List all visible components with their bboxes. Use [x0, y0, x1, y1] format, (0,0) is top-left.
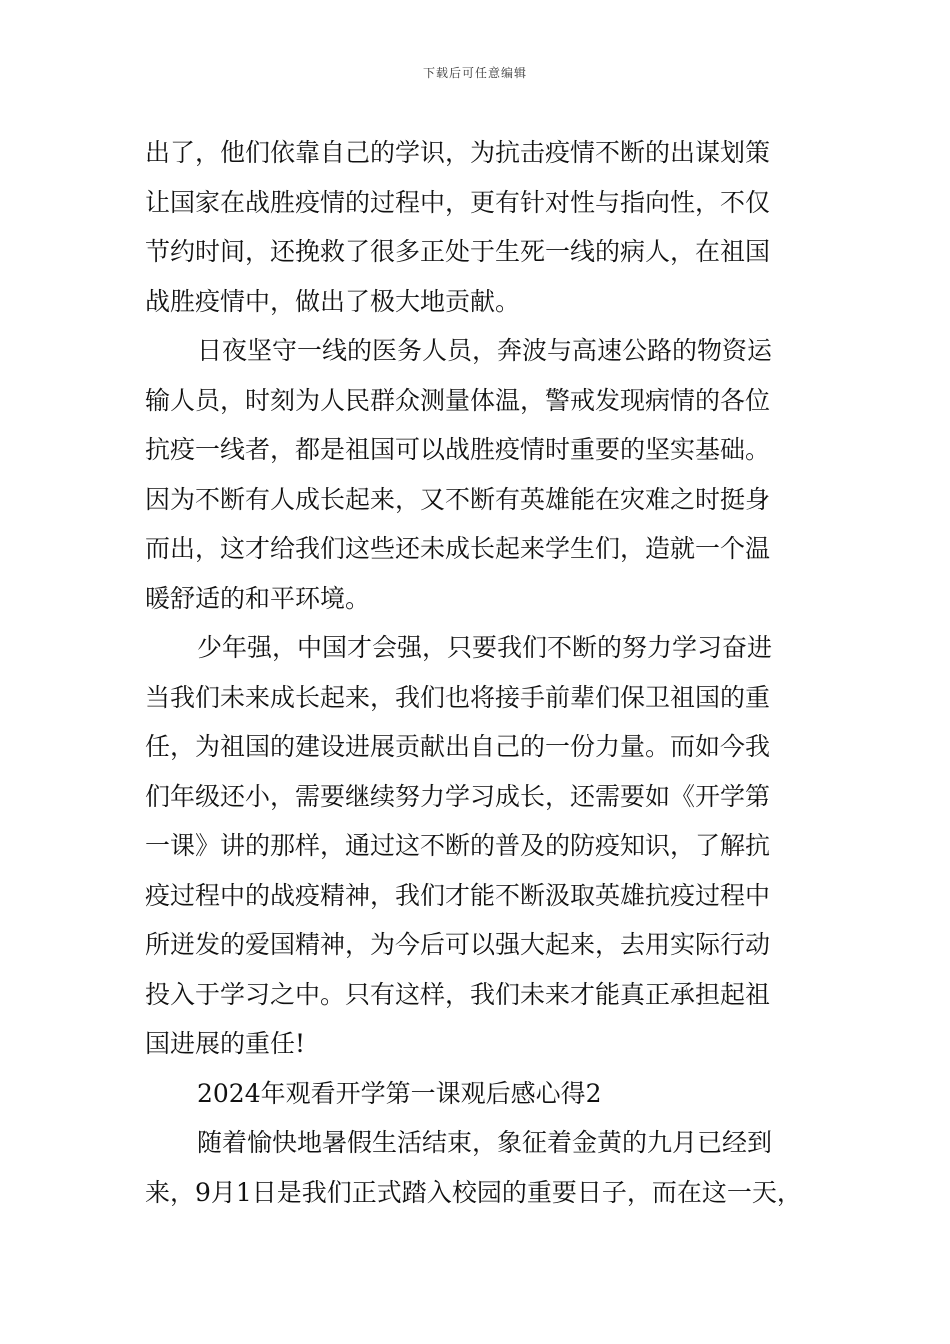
text-line: 输人员，时刻为人民群众测量体温，警戒发现病情的各位	[145, 385, 771, 415]
text-line: 出了，他们依靠自己的学识，为抗击疫情不断的出谋划策	[145, 138, 771, 167]
text-line: 战胜疫情中，做出了极大地贡献。	[145, 286, 521, 316]
page-header: 下载后可任意编辑	[422, 66, 527, 80]
section-title-line: 2024年观看开学第一课观后感心得2	[197, 1078, 602, 1108]
document-body	[145, 128, 805, 1217]
text-line: 任，为祖国的建设进展贡献出自己的一份力量。而如今我	[145, 732, 771, 761]
text-line: 一课》讲的那样，通过这不断的普及的防疫知识，了解抗	[145, 831, 771, 860]
text-line: 来，9月1日是我们正式踏入校园的重要日子，而在这一天，	[145, 1177, 802, 1207]
text-line: 让国家在战胜疫情的过程中，更有针对性与指向性，不仅	[145, 187, 771, 217]
text-line: 抗疫一线者，都是祖国可以战胜疫情时重要的坚实基础。	[145, 435, 771, 464]
text-line: 节约时间，还挽救了很多正处于生死一线的病人，在祖国	[145, 237, 771, 266]
paragraph-start-line: 随着愉快地暑假生活结束，象征着金黄的九月已经到	[197, 1128, 773, 1157]
text-line: 们年级还小，需要继续努力学习成长，还需要如《开学第	[145, 781, 771, 811]
paragraph-start-line: 日夜坚守一线的医务人员，奔波与高速公路的物资运	[197, 336, 773, 365]
paragraph-start-line: 少年强，中国才会强，只要我们不断的努力学习奋进	[197, 633, 773, 662]
text-line: 投入于学习之中。只有这样，我们未来才能真正承担起祖	[145, 979, 771, 1009]
text-line: 因为不断有人成长起来，又不断有英雄能在灾难之时挺身	[145, 484, 771, 514]
text-line: 疫过程中的战疫精神，我们才能不断汲取英雄抗疫过程中	[145, 880, 771, 910]
text-line: 暖舒适的和平环境。	[145, 583, 371, 613]
text-line: 所迸发的爱国精神，为今后可以强大起来，去用实际行动	[145, 930, 771, 959]
text-line: 而出，这才给我们这些还未成长起来学生们，造就一个温	[145, 534, 771, 563]
text-line: 当我们未来成长起来，我们也将接手前辈们保卫祖国的重	[145, 682, 771, 712]
text-line: 国进展的重任!	[145, 1029, 306, 1058]
